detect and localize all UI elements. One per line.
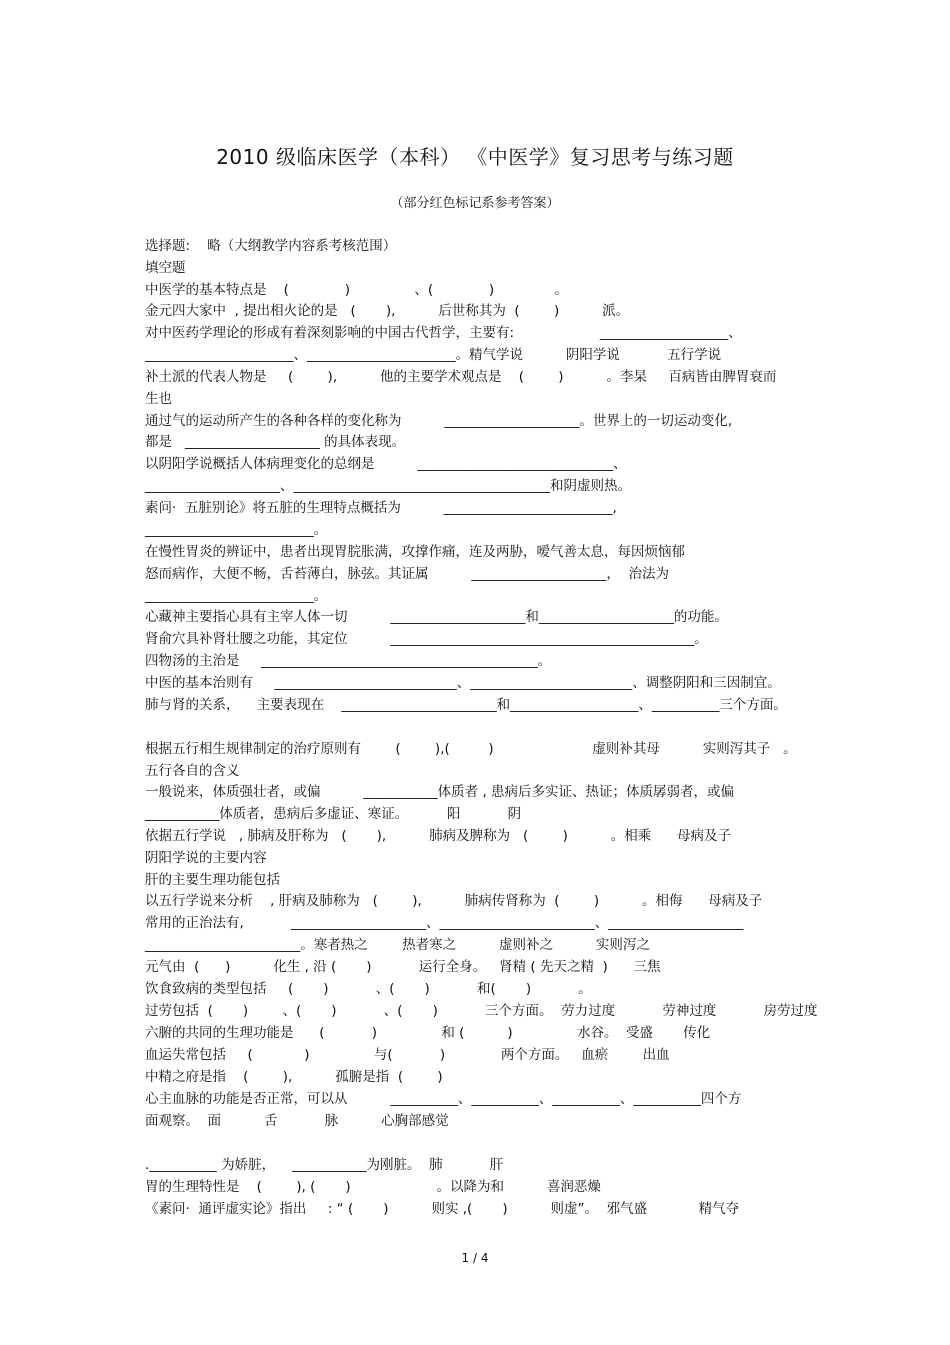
text-line: 四物汤的主治是 _________________________________________。 [145, 653, 552, 669]
text-line: 对中医药学理论的形成有着深刻影响的中国古代哲学，主要有: ___________________、 [145, 325, 742, 341]
text-line: 肝的主要生理功能包括 [145, 872, 280, 888]
text-line: 过劳包括 ( ) 、( ) 、( ) 三个方面。 劳力过度 劳神过度 房劳过度 [145, 1003, 818, 1019]
text-line: _______________________。寒者热之 热者寒之 虚则补之 实则泻之 [145, 937, 650, 953]
text-line: 《素问· 通评虚实论》指出 : “ ( ) 则实 ,( ) 则虚”。 邪气盛 精气夺 [145, 1201, 740, 1217]
text-line: 选择题: 略（大纲教学内容系考核范围） [145, 238, 397, 254]
text-line: 中医学的基本特点是 ( ) 、( ) 。 [145, 282, 568, 298]
text-line: 肾俞穴具补肾壮腰之功能，其定位 _____________________________________________。 [145, 631, 708, 647]
text-line: _________________________。 [145, 522, 328, 538]
text-line: 阴阳学说的主要内容 [145, 850, 267, 866]
text-line: 中医的基本治则有 ___________________________、________________________、调整阴阳和三因制宜。 [145, 675, 781, 691]
text-line: 中精之府是指 ( ), 孤腑是指 ( ) [145, 1069, 443, 1085]
text-line: 心藏神主要指心具有主宰人体一切 ____________________和____________________的功能。 [145, 609, 728, 625]
text-line: .__________ 为娇脏， ___________为刚脏。 肺 肝 [145, 1157, 504, 1173]
document-title: 2010 级临床医学（本科） 《中医学》复习思考与练习题 [216, 145, 734, 169]
text-line: 以五行学说来分析 , 肝病及肺称为 ( ), 肺病传肾称为 ( ) 。相侮 母病及子 [145, 893, 763, 909]
page-number: 1 / 4 [461, 1251, 489, 1265]
text-line: 怒而病作，大便不畅，舌苔薄白，脉弦。其证属 ____________________， 治法为 [145, 566, 669, 582]
text-line: ______________________、______________________。精气学说 阴阳学说 五行学说 [145, 347, 722, 363]
document-subtitle: （部分红色标记系参考答案） [390, 196, 560, 211]
text-line: 依据五行学说 , 肺病及肝称为 ( ), 肺病及脾称为 ( ) 。相乘 母病及子 [145, 828, 732, 844]
text-line: 都是 ____________________ 的具体表现。 [145, 434, 406, 450]
text-line: 通过气的运动所产生的各种各样的变化称为 ____________________。世界上的一切运动变化, [145, 413, 733, 429]
text-line: ____________________、______________________________________和阴虚则热。 [145, 478, 631, 494]
text-line: 肺与肾的关系， 主要表现在 _______________________和___________________、__________三个方面。 [145, 697, 787, 713]
text-line: 一般说来，体质强壮者，或偏 ___________体质者 , 患病后多实证、热证；体质孱弱者，或偏 [145, 784, 735, 800]
text-line: _________________________。 [145, 588, 328, 604]
text-line: 元气由 ( ) 化生 , 沿 ( ) 运行全身。 肾精 ( 先天之精 ) 三焦 [145, 959, 661, 975]
text-line: ___________体质者，患病后多虚证、寒证。 阳 阴 [145, 806, 522, 822]
text-line: 常用的正治法有, ____________________、_______________________、____________________ [145, 915, 744, 931]
text-line: 补土派的代表人物是 ( ), 他的主要学术观点是 ( ) 。李杲 百病皆由脾胃衰而 [145, 369, 777, 385]
text-line: 五行各自的含义 [145, 763, 240, 779]
text-line: 以阴阳学说概括人体病理变化的总纲是 _____________________________、 [145, 456, 627, 472]
text-line: 面观察。 面 舌 脉 心胸部感觉 [145, 1113, 449, 1129]
text-line: 饮食致病的类型包括 ( ) 、( ) 和( ) 。 [145, 981, 592, 997]
text-line: 在慢性胃炎的辨证中，患者出现胃脘胀满，攻撑作痛，连及两胁，嗳气善太息，每因烦恼郁 [145, 544, 685, 560]
text-line: 血运失常包括 ( ) 与( ) 两个方面。 血瘀 出血 [145, 1047, 670, 1063]
text-line: 胃的生理特性是 ( ), ( ) 。以降为和 喜润恶燥 [145, 1179, 601, 1195]
text-line: 生也 [145, 391, 172, 407]
text-line: 素问· 五脏别论》将五脏的生理特点概括为 _________________________, [145, 500, 617, 516]
text-line: 根据五行相生规律制定的治疗原则有 ( ),( ) 虚则补其母 实则泻其子 。 [145, 741, 797, 757]
text-line: 六腑的共同的生理功能是 ( ) 和 ( ) 水谷。 受盛 传化 [145, 1025, 711, 1041]
text-line: 心主血脉的功能是否正常，可以从 __________、__________、__________、__________四个方 [145, 1091, 742, 1107]
text-line: 填空题 [145, 260, 186, 276]
text-line: 金元四大家中 , 提出相火论的是 ( ), 后世称其为 ( ) 派。 [145, 303, 630, 319]
